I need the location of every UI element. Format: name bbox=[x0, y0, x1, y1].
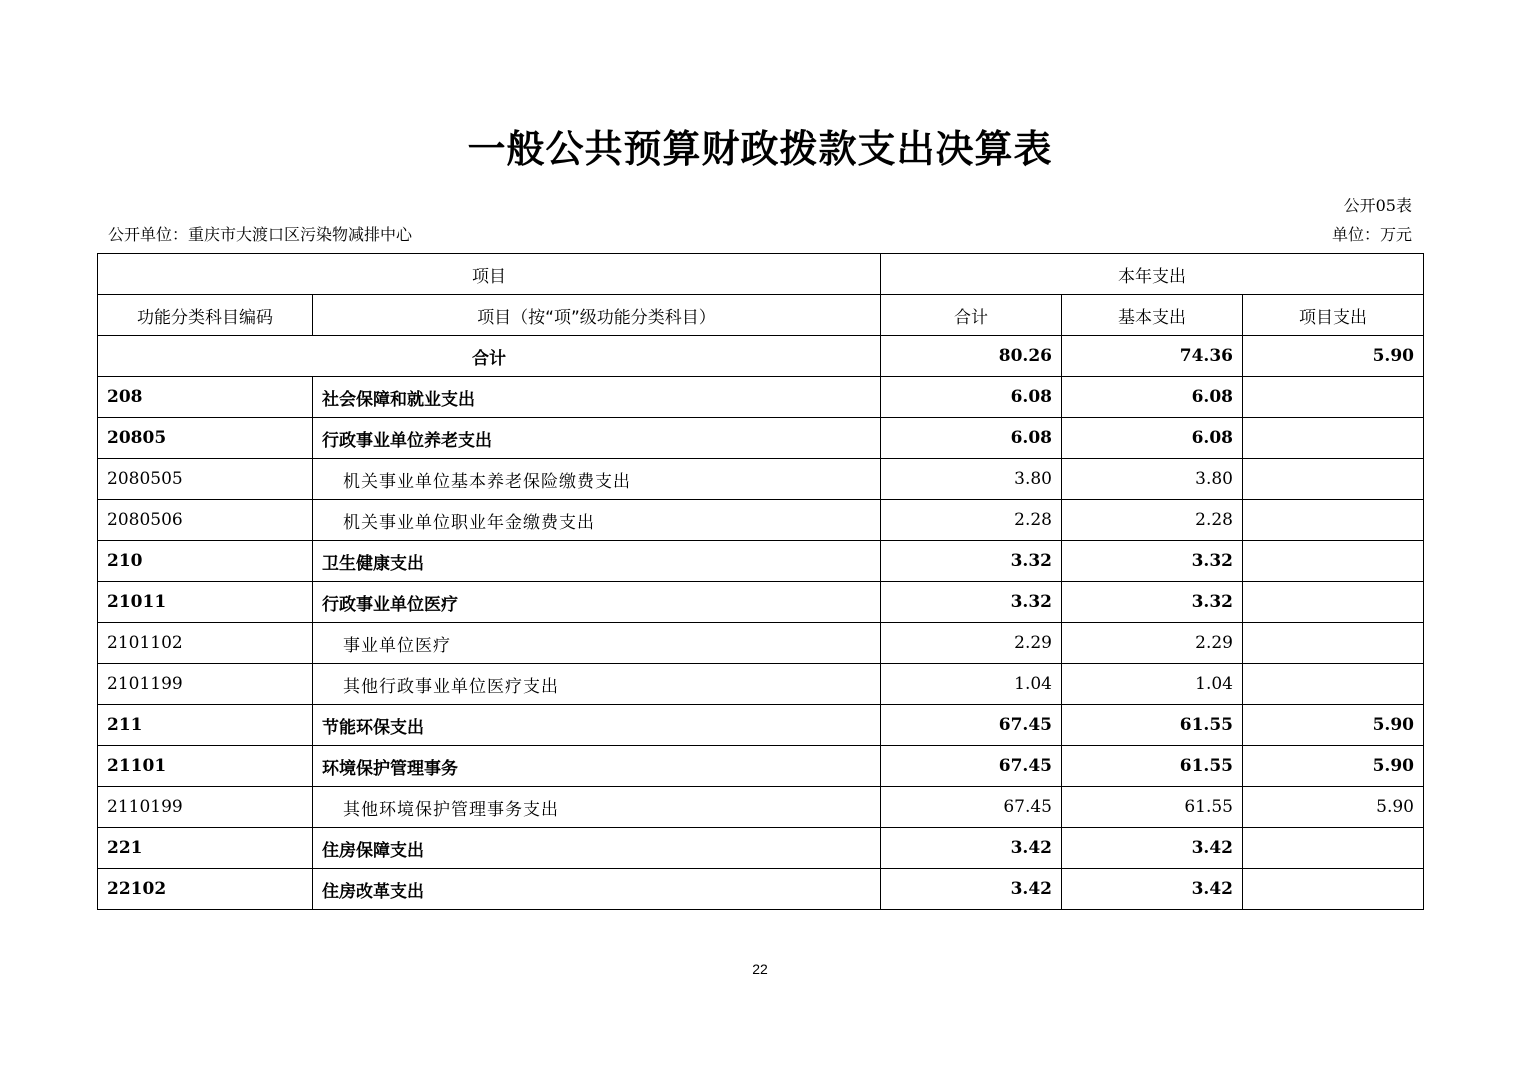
row-code: 210 bbox=[98, 541, 313, 582]
table-row bbox=[98, 664, 1424, 705]
row-project bbox=[1243, 869, 1424, 910]
row-name: 环境保护管理事务 bbox=[313, 746, 881, 787]
table-row bbox=[98, 541, 1424, 582]
row-project: 5.90 bbox=[1243, 787, 1424, 828]
table-row bbox=[98, 623, 1424, 664]
form-number: 公开05表 bbox=[1343, 196, 1412, 215]
page-title: 一般公共预算财政拨款支出决算表 bbox=[467, 127, 1053, 171]
row-total: 1.04 bbox=[881, 664, 1062, 705]
header-code: 功能分类科目编码 bbox=[98, 295, 313, 336]
table-row bbox=[98, 500, 1424, 541]
row-basic: 2.29 bbox=[1062, 623, 1243, 664]
header-row-2 bbox=[98, 295, 1424, 336]
row-project bbox=[1243, 623, 1424, 664]
row-total: 3.42 bbox=[881, 869, 1062, 910]
table-row bbox=[98, 828, 1424, 869]
row-total: 67.45 bbox=[881, 746, 1062, 787]
budget-table bbox=[97, 253, 1424, 910]
row-total: 3.32 bbox=[881, 582, 1062, 623]
row-code: 2101102 bbox=[98, 623, 313, 664]
row-total: 3.42 bbox=[881, 828, 1062, 869]
row-code: 211 bbox=[98, 705, 313, 746]
row-project bbox=[1243, 459, 1424, 500]
row-total: 3.80 bbox=[881, 459, 1062, 500]
row-project: 5.90 bbox=[1243, 746, 1424, 787]
header-total: 合计 bbox=[881, 295, 1062, 336]
row-basic: 3.42 bbox=[1062, 828, 1243, 869]
row-project bbox=[1243, 418, 1424, 459]
row-project bbox=[1243, 500, 1424, 541]
header-project: 项目支出 bbox=[1243, 295, 1424, 336]
table-row bbox=[98, 459, 1424, 500]
row-name: 机关事业单位职业年金缴费支出 bbox=[313, 500, 881, 541]
row-project: 5.90 bbox=[1243, 705, 1424, 746]
row-project bbox=[1243, 582, 1424, 623]
row-name: 住房保障支出 bbox=[313, 828, 881, 869]
row-code: 2080506 bbox=[98, 500, 313, 541]
row-basic: 6.08 bbox=[1062, 418, 1243, 459]
row-code: 2080505 bbox=[98, 459, 313, 500]
row-code: 21011 bbox=[98, 582, 313, 623]
row-code: 2101199 bbox=[98, 664, 313, 705]
row-project bbox=[1243, 828, 1424, 869]
row-basic: 61.55 bbox=[1062, 705, 1243, 746]
row-code: 22102 bbox=[98, 869, 313, 910]
row-name: 其他行政事业单位医疗支出 bbox=[313, 664, 881, 705]
row-total: 67.45 bbox=[881, 705, 1062, 746]
currency-unit: 单位：万元 bbox=[1331, 225, 1412, 244]
row-name: 社会保障和就业支出 bbox=[313, 377, 881, 418]
row-basic: 3.32 bbox=[1062, 541, 1243, 582]
row-code: 21101 bbox=[98, 746, 313, 787]
total-basic: 74.36 bbox=[1062, 336, 1243, 377]
row-name: 节能环保支出 bbox=[313, 705, 881, 746]
row-total: 67.45 bbox=[881, 787, 1062, 828]
row-code: 208 bbox=[98, 377, 313, 418]
row-basic: 3.32 bbox=[1062, 582, 1243, 623]
row-project bbox=[1243, 664, 1424, 705]
table-row bbox=[98, 377, 1424, 418]
row-total: 6.08 bbox=[881, 418, 1062, 459]
row-basic: 3.80 bbox=[1062, 459, 1243, 500]
table-row bbox=[98, 787, 1424, 828]
table-row bbox=[98, 869, 1424, 910]
header-current-year: 本年支出 bbox=[881, 254, 1424, 295]
reporting-unit: 公开单位：重庆市大渡口区污染物减排中心 bbox=[108, 225, 413, 244]
row-project bbox=[1243, 377, 1424, 418]
total-label: 合计 bbox=[98, 336, 881, 377]
row-code: 221 bbox=[98, 828, 313, 869]
row-name: 住房改革支出 bbox=[313, 869, 881, 910]
row-total: 2.29 bbox=[881, 623, 1062, 664]
row-total: 6.08 bbox=[881, 377, 1062, 418]
row-total: 2.28 bbox=[881, 500, 1062, 541]
row-name: 卫生健康支出 bbox=[313, 541, 881, 582]
row-name: 事业单位医疗 bbox=[313, 623, 881, 664]
total-amount: 80.26 bbox=[881, 336, 1062, 377]
row-code: 2110199 bbox=[98, 787, 313, 828]
row-project bbox=[1243, 541, 1424, 582]
table-row bbox=[98, 582, 1424, 623]
table-row bbox=[98, 746, 1424, 787]
row-name: 行政事业单位医疗 bbox=[313, 582, 881, 623]
total-row bbox=[98, 336, 1424, 377]
row-name: 其他环境保护管理事务支出 bbox=[313, 787, 881, 828]
total-project: 5.90 bbox=[1243, 336, 1424, 377]
page-number: 22 bbox=[752, 961, 768, 977]
row-name: 机关事业单位基本养老保险缴费支出 bbox=[313, 459, 881, 500]
row-basic: 1.04 bbox=[1062, 664, 1243, 705]
row-basic: 61.55 bbox=[1062, 787, 1243, 828]
row-basic: 2.28 bbox=[1062, 500, 1243, 541]
row-basic: 3.42 bbox=[1062, 869, 1243, 910]
header-item: 项目 bbox=[98, 254, 881, 295]
row-basic: 6.08 bbox=[1062, 377, 1243, 418]
row-basic: 61.55 bbox=[1062, 746, 1243, 787]
header-item-desc: 项目（按“项”级功能分类科目） bbox=[313, 295, 881, 336]
header-basic: 基本支出 bbox=[1062, 295, 1243, 336]
row-name: 行政事业单位养老支出 bbox=[313, 418, 881, 459]
table-row bbox=[98, 705, 1424, 746]
table-row bbox=[98, 418, 1424, 459]
header-row-1 bbox=[98, 254, 1424, 295]
row-code: 20805 bbox=[98, 418, 313, 459]
row-total: 3.32 bbox=[881, 541, 1062, 582]
